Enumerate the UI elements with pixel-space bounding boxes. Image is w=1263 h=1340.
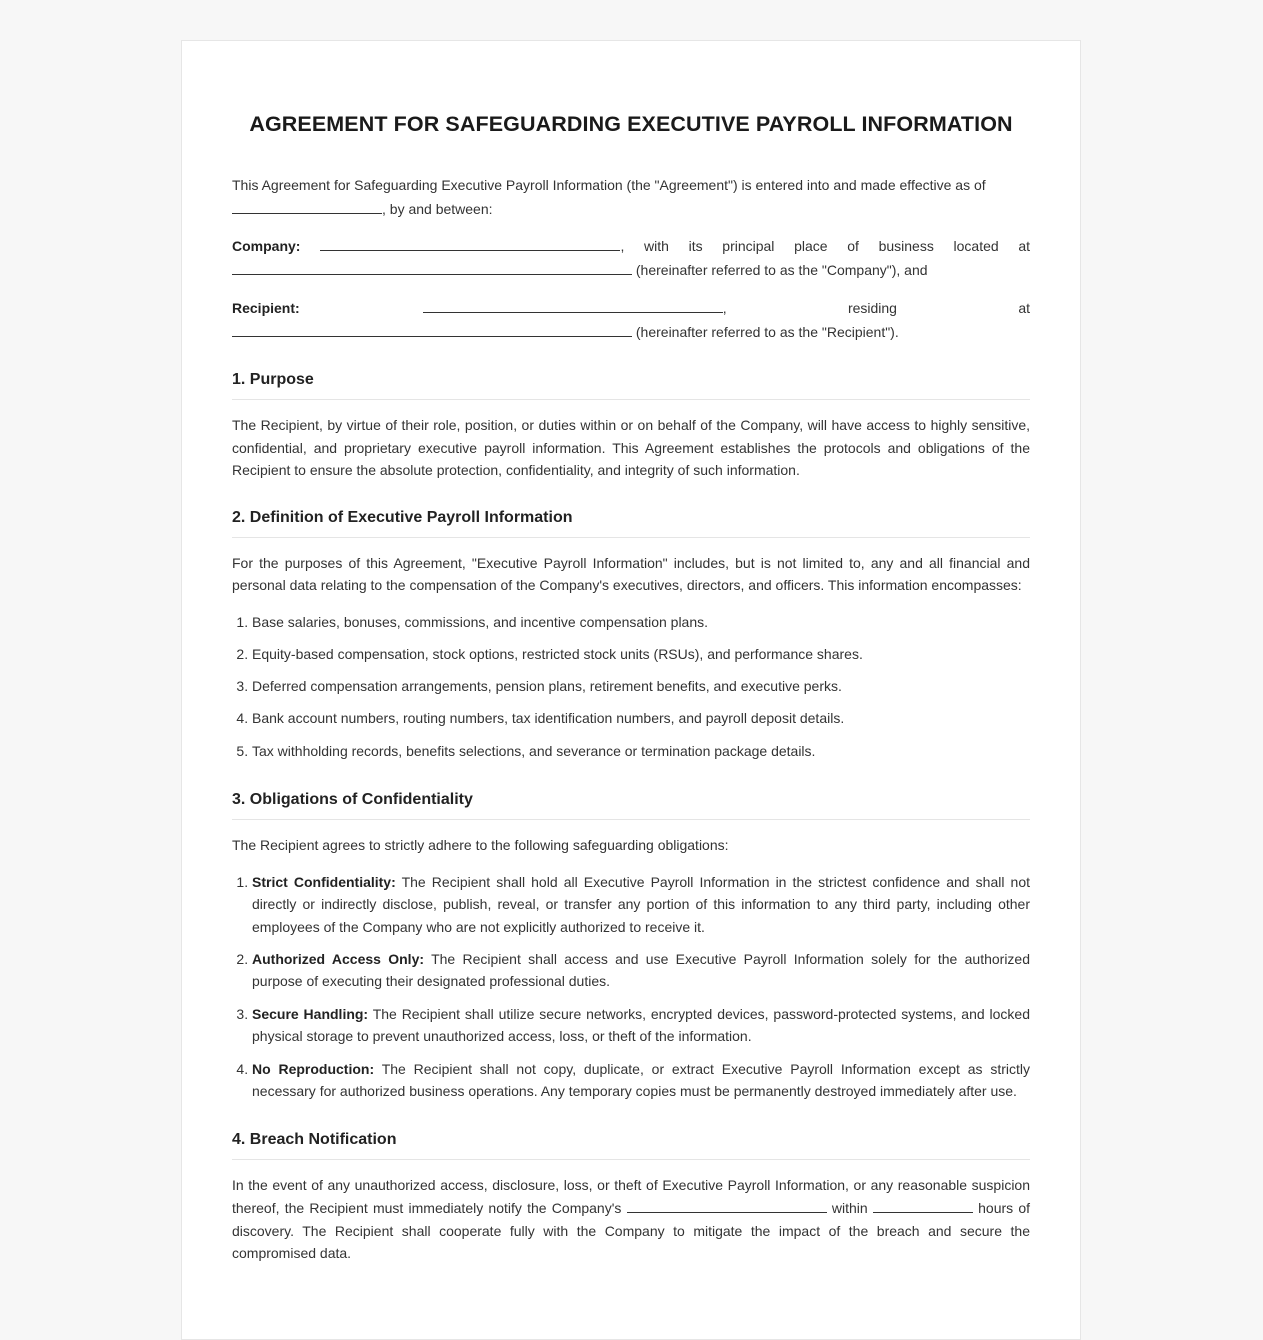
recipient-label: Recipient: [232, 300, 300, 316]
company-party [232, 234, 1030, 281]
company-address-blank[interactable] [232, 258, 632, 275]
list-item: 1. Base salaries, bonuses, commissions, and incentive compensation plans. [252, 611, 1030, 634]
list-item [252, 1058, 1030, 1103]
definition-list [232, 611, 1030, 763]
obligation-text: The Recipient shall utilize secure networks, encrypted devices, password-protected systems, and locked physical storage to prevent unauthorized access, loss, or theft of the information. [252, 1005, 1030, 1045]
obligation-text: The Recipient shall hold all Executive Payroll Information in the strictest confidence and shall not directly or indirectly disclose, publish, reveal, or transfer any portion of this information to any third party, including other employees of the Company who are not explicitly authorized to receive it. [252, 873, 1030, 935]
document-title: AGREEMENT FOR SAFEGUARDING EXECUTIVE PAYROLL INFORMATION [249, 112, 1013, 136]
breach-text-b: within [831, 1200, 868, 1217]
section-heading-breach: 4. Breach Notification [232, 1129, 1030, 1160]
breach-paragraph [232, 1174, 1030, 1265]
breach-hours-blank[interactable] [873, 1196, 973, 1213]
breach-text-c: hours of discovery. The Recipient shall cooperate fully with the Company to mitigate the impact of the breach and secure the compromised data. [232, 1200, 1031, 1262]
effective-date-blank[interactable] [232, 197, 382, 214]
obligation-text: The Recipient shall not copy, duplicate, or extract Executive Payroll Information except as strictly necessary for authorized business operations. Any temporary copies must be permanently destroyed immediately after use. [252, 1060, 1030, 1100]
section-heading-definition: 2. Definition of Executive Payroll Information [232, 507, 1030, 538]
obligation-title: Strict Confidentiality: [252, 873, 396, 890]
obligation-title: Secure Handling: [252, 1005, 369, 1022]
obligations-list [232, 871, 1030, 1103]
obligation-text: The Recipient shall access and use Executive Payroll Information solely for the authorized purpose of executing their designated professional duties. [252, 950, 1030, 990]
company-address-intro: with its principal place of business located at [644, 238, 1031, 254]
breach-contact-blank[interactable] [627, 1196, 827, 1213]
recipient-suffix: (hereinafter referred to as the "Recipient"). [635, 323, 899, 340]
list-item: 5. Tax withholding records, benefits selections, and severance or termination package details. [252, 740, 1030, 763]
company-suffix: (hereinafter referred to as the "Company"), and [635, 261, 928, 278]
recipient-name-blank[interactable] [423, 296, 723, 313]
recipient-at: at [1018, 300, 1031, 316]
company-line-1 [232, 234, 1030, 258]
intro-paragraph [232, 174, 1030, 220]
recipient-comma: , [722, 300, 727, 316]
section-heading-obligations: 3. Obligations of Confidentiality [232, 789, 1030, 820]
intro-suffix: , by and between: [382, 200, 493, 217]
list-item [252, 871, 1030, 939]
recipient-line-1 [232, 296, 1030, 320]
breach-text-a: In the event of any unauthorized access, disclosure, loss, or theft of Executive Payroll Information, or any reasonable suspicion thereof, the Recipient must immediately notify the Company's [232, 1176, 1030, 1217]
list-item: 2. Equity-based compensation, stock options, restricted stock units (RSUs), and performance shares. [252, 643, 1030, 666]
obligation-title: Authorized Access Only: [252, 950, 425, 967]
definition-paragraph: For the purposes of this Agreement, "Executive Payroll Information" includes, but is not limited to, any and all financial and personal data relating to the compensation of the Company's executives, directors, and officers. This information encompasses: [232, 554, 1030, 593]
purpose-paragraph: The Recipient, by virtue of their role, position, or duties within or on behalf of the Company, will have access to highly sensitive, confidential, and proprietary executive payroll information. This Agreement establishes the protocols and obligations of the Recipient to ensure the absolute protection, confidentiality, and integrity of such information. [232, 417, 1030, 478]
recipient-residing: residing [847, 300, 897, 316]
list-item: 3. Deferred compensation arrangements, pension plans, retirement benefits, and executive perks. [252, 675, 1030, 698]
recipient-party [232, 296, 1030, 343]
list-item: 4. Bank account numbers, routing numbers, tax identification numbers, and payroll deposit details. [252, 707, 1030, 730]
document-page [181, 40, 1081, 1340]
company-label: Company: [232, 238, 301, 254]
list-item [252, 1003, 1030, 1048]
section-heading-purpose: 1. Purpose [232, 369, 1030, 400]
obligations-paragraph: The Recipient agrees to strictly adhere to the following safeguarding obligations: [232, 837, 729, 854]
company-comma: , [620, 238, 625, 254]
intro-text: This Agreement for Safeguarding Executive Payroll Information (the "Agreement") is entered into and made effective as of [232, 177, 986, 193]
obligation-title: No Reproduction: [252, 1060, 375, 1077]
list-item [252, 948, 1030, 993]
company-name-blank[interactable] [320, 234, 620, 251]
recipient-address-blank[interactable] [232, 320, 632, 337]
